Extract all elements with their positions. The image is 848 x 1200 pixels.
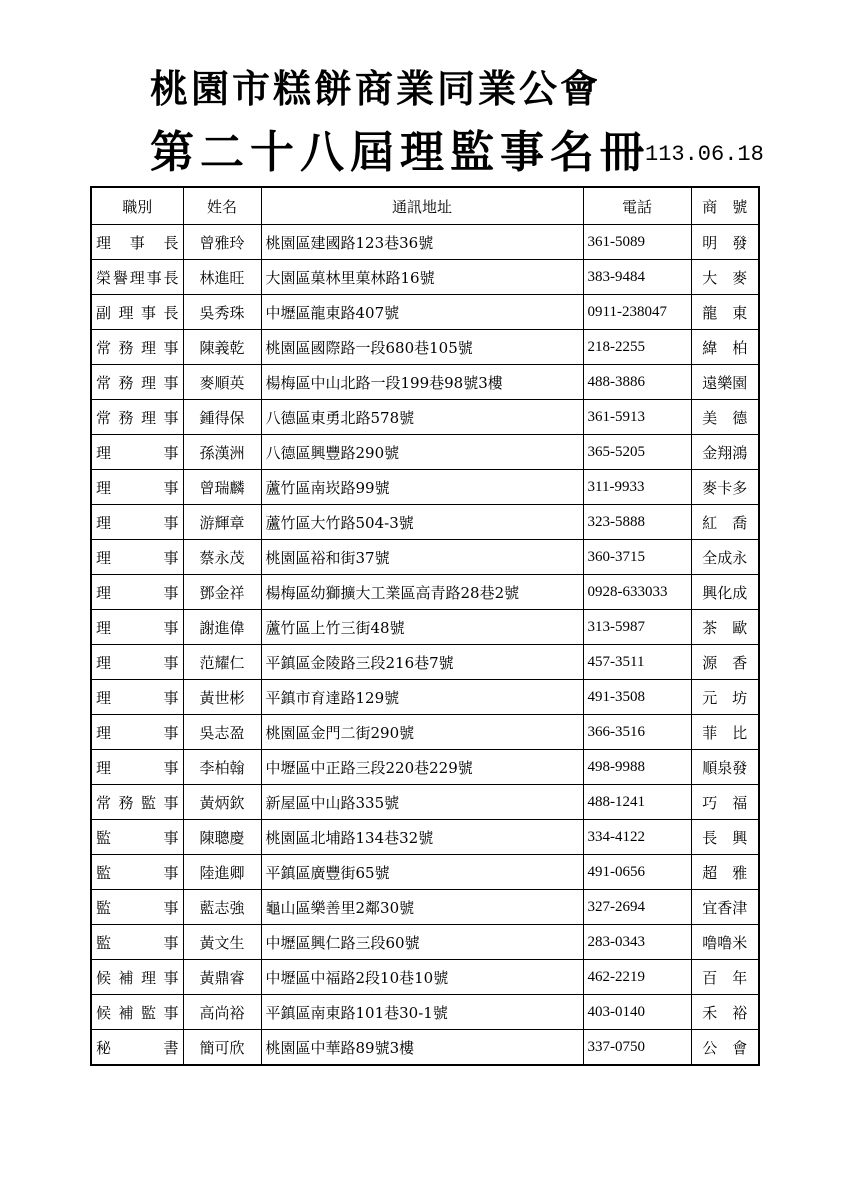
member-phone: 323-5888 (583, 505, 691, 540)
member-name: 吳秀珠 (183, 295, 261, 330)
member-title: 候補監事 (91, 995, 183, 1030)
document-date: 113.06.18 (645, 142, 764, 167)
member-title: 理事長 (91, 225, 183, 260)
member-phone: 0928-633033 (583, 575, 691, 610)
member-phone: 488-3886 (583, 365, 691, 400)
member-name: 陸進卿 (183, 855, 261, 890)
member-name: 林進旺 (183, 260, 261, 295)
member-name: 李柏翰 (183, 750, 261, 785)
member-shop: 公 會 (691, 1030, 759, 1066)
member-shop: 緯 柏 (691, 330, 759, 365)
roster-body (91, 225, 759, 1066)
member-phone: 218-2255 (583, 330, 691, 365)
member-shop: 全成永 (691, 540, 759, 575)
member-name: 黃炳欽 (183, 785, 261, 820)
member-address: 平鎮區金陵路三段216巷7號 (261, 645, 583, 680)
member-phone: 488-1241 (583, 785, 691, 820)
member-address: 平鎮區南東路101巷30-1號 (261, 995, 583, 1030)
table-row (91, 260, 759, 295)
member-shop: 金翔鴻 (691, 435, 759, 470)
member-name: 孫漢洲 (183, 435, 261, 470)
member-title: 監事 (91, 925, 183, 960)
table-row (91, 610, 759, 645)
member-address: 平鎮區廣豐街65號 (261, 855, 583, 890)
member-shop: 龍 東 (691, 295, 759, 330)
member-phone: 337-0750 (583, 1030, 691, 1066)
member-address: 中壢區興仁路三段60號 (261, 925, 583, 960)
table-row (91, 330, 759, 365)
table-row (91, 575, 759, 610)
member-name: 黃鼎睿 (183, 960, 261, 995)
table-row (91, 645, 759, 680)
member-title: 理事 (91, 610, 183, 645)
member-shop: 巧 福 (691, 785, 759, 820)
member-name: 麥順英 (183, 365, 261, 400)
member-phone: 491-0656 (583, 855, 691, 890)
member-shop: 宜香津 (691, 890, 759, 925)
member-title: 理事 (91, 645, 183, 680)
member-title: 榮譽理事長 (91, 260, 183, 295)
member-name: 黃世彬 (183, 680, 261, 715)
column-header-shop: 商 號 (691, 187, 759, 225)
member-address: 蘆竹區上竹三街48號 (261, 610, 583, 645)
table-row (91, 925, 759, 960)
table-row (91, 400, 759, 435)
member-address: 中壢區中正路三段220巷229號 (261, 750, 583, 785)
roster-table (90, 186, 760, 1066)
member-title: 理事 (91, 680, 183, 715)
member-title: 秘書 (91, 1030, 183, 1066)
column-header-address: 通訊地址 (261, 187, 583, 225)
member-phone: 361-5089 (583, 225, 691, 260)
member-shop: 噜噜米 (691, 925, 759, 960)
member-address: 平鎮市育達路129號 (261, 680, 583, 715)
table-row (91, 855, 759, 890)
table-row (91, 295, 759, 330)
member-title: 理事 (91, 540, 183, 575)
member-address: 大園區菓林里菓林路16號 (261, 260, 583, 295)
member-address: 八德區東勇北路578號 (261, 400, 583, 435)
member-name: 鄧金祥 (183, 575, 261, 610)
member-address: 桃園區北埔路134巷32號 (261, 820, 583, 855)
member-address: 蘆竹區南崁路99號 (261, 470, 583, 505)
member-title: 理事 (91, 435, 183, 470)
member-phone: 383-9484 (583, 260, 691, 295)
member-name: 鍾得保 (183, 400, 261, 435)
member-phone: 366-3516 (583, 715, 691, 750)
member-phone: 334-4122 (583, 820, 691, 855)
member-title: 常務理事 (91, 365, 183, 400)
table-row (91, 820, 759, 855)
member-address: 楊梅區幼獅擴大工業區高青路28巷2號 (261, 575, 583, 610)
member-address: 桃園區建國路123巷36號 (261, 225, 583, 260)
member-phone: 462-2219 (583, 960, 691, 995)
table-row (91, 715, 759, 750)
table-row (91, 890, 759, 925)
table-row (91, 365, 759, 400)
member-address: 中壢區龍東路407號 (261, 295, 583, 330)
table-row (91, 505, 759, 540)
member-name: 吳志盈 (183, 715, 261, 750)
table-row (91, 750, 759, 785)
member-title: 常務理事 (91, 330, 183, 365)
member-title: 監事 (91, 820, 183, 855)
member-address: 八德區興豐路290號 (261, 435, 583, 470)
member-phone: 498-9988 (583, 750, 691, 785)
member-shop: 元 坊 (691, 680, 759, 715)
member-phone: 0911-238047 (583, 295, 691, 330)
member-phone: 283-0343 (583, 925, 691, 960)
member-title: 理事 (91, 715, 183, 750)
member-name: 蔡永茂 (183, 540, 261, 575)
member-address: 龜山區樂善里2鄰30號 (261, 890, 583, 925)
table-row (91, 540, 759, 575)
table-row (91, 225, 759, 260)
member-phone: 491-3508 (583, 680, 691, 715)
member-shop: 麥卡多 (691, 470, 759, 505)
table-row (91, 785, 759, 820)
member-shop: 茶 歐 (691, 610, 759, 645)
member-address: 桃園區國際路一段680巷105號 (261, 330, 583, 365)
member-phone: 311-9933 (583, 470, 691, 505)
member-shop: 美 德 (691, 400, 759, 435)
member-title: 理事 (91, 575, 183, 610)
table-row (91, 960, 759, 995)
column-header-phone: 電話 (583, 187, 691, 225)
header-row (91, 187, 759, 225)
member-shop: 明 發 (691, 225, 759, 260)
member-shop: 源 香 (691, 645, 759, 680)
member-title: 理事 (91, 470, 183, 505)
member-name: 陳聰慶 (183, 820, 261, 855)
member-title: 常務理事 (91, 400, 183, 435)
member-shop: 順泉發 (691, 750, 759, 785)
member-phone: 361-5913 (583, 400, 691, 435)
member-shop: 紅 喬 (691, 505, 759, 540)
member-title: 候補理事 (91, 960, 183, 995)
member-shop: 長 興 (691, 820, 759, 855)
member-shop: 菲 比 (691, 715, 759, 750)
member-name: 藍志強 (183, 890, 261, 925)
page-subtitle: 第二十八屆理監事名冊 (150, 127, 650, 178)
table-row (91, 680, 759, 715)
table-row (91, 995, 759, 1030)
member-phone: 365-5205 (583, 435, 691, 470)
table-row (91, 470, 759, 505)
member-address: 桃園區裕和街37號 (261, 540, 583, 575)
member-shop: 興化成 (691, 575, 759, 610)
member-name: 黃文生 (183, 925, 261, 960)
table-row (91, 435, 759, 470)
member-name: 曾瑞麟 (183, 470, 261, 505)
member-title: 理事 (91, 750, 183, 785)
member-phone: 403-0140 (583, 995, 691, 1030)
member-title: 副理事長 (91, 295, 183, 330)
member-shop: 禾 裕 (691, 995, 759, 1030)
column-header-name: 姓名 (183, 187, 261, 225)
member-name: 謝進偉 (183, 610, 261, 645)
table-row (91, 1030, 759, 1066)
member-name: 曾雅玲 (183, 225, 261, 260)
member-address: 楊梅區中山北路一段199巷98號3樓 (261, 365, 583, 400)
member-name: 高尚裕 (183, 995, 261, 1030)
member-address: 中壢區中福路2段10巷10號 (261, 960, 583, 995)
member-phone: 457-3511 (583, 645, 691, 680)
member-shop: 百 年 (691, 960, 759, 995)
member-address: 新屋區中山路335號 (261, 785, 583, 820)
member-name: 陳義乾 (183, 330, 261, 365)
member-title: 常務監事 (91, 785, 183, 820)
page-title: 桃園市糕餅商業同業公會 (150, 67, 602, 111)
member-title: 監事 (91, 855, 183, 890)
member-name: 游輝章 (183, 505, 261, 540)
member-shop: 大 麥 (691, 260, 759, 295)
member-phone: 327-2694 (583, 890, 691, 925)
member-phone: 360-3715 (583, 540, 691, 575)
roster-header (91, 187, 759, 225)
member-address: 桃園區中華路89號3樓 (261, 1030, 583, 1066)
member-address: 蘆竹區大竹路504-3號 (261, 505, 583, 540)
member-shop: 遠樂園 (691, 365, 759, 400)
member-title: 理事 (91, 505, 183, 540)
member-phone: 313-5987 (583, 610, 691, 645)
member-shop: 超 雅 (691, 855, 759, 890)
column-header-title: 職別 (91, 187, 183, 225)
member-name: 簡可欣 (183, 1030, 261, 1066)
member-address: 桃園區金門二街290號 (261, 715, 583, 750)
member-title: 監事 (91, 890, 183, 925)
member-name: 范耀仁 (183, 645, 261, 680)
